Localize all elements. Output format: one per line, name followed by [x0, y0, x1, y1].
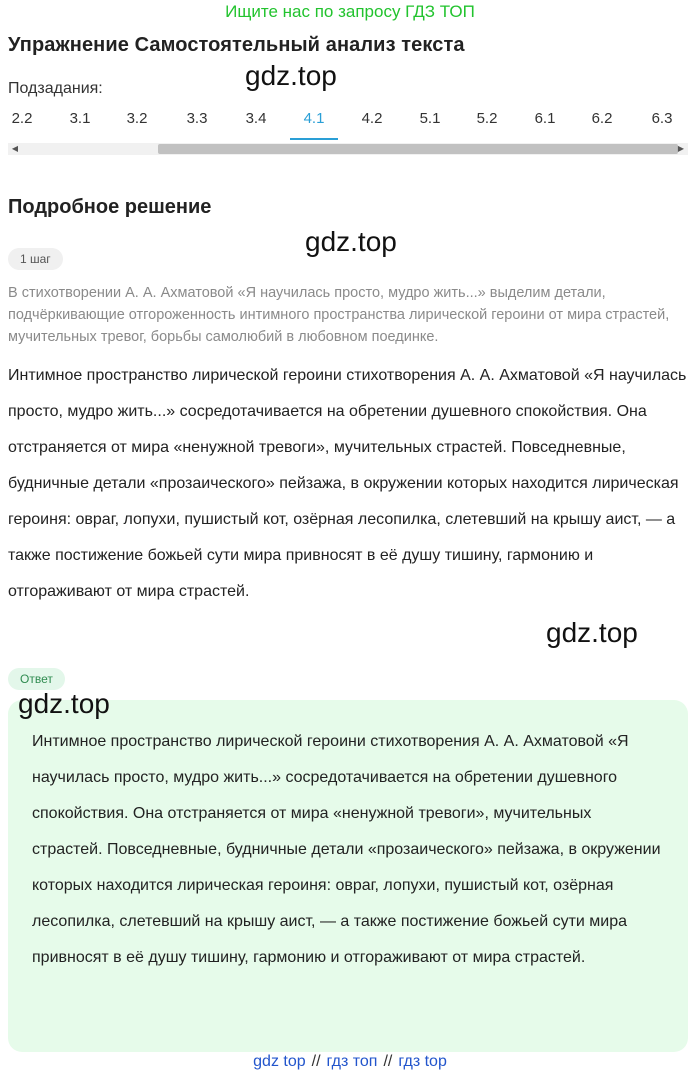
exercise-title: Упражнение Самостоятельный анализ текста	[8, 34, 465, 56]
step-badge: 1 шаг	[8, 248, 63, 270]
tab-2-2[interactable]: 2.2	[11, 110, 33, 127]
subtask-tabs	[0, 110, 700, 142]
scroll-thumb[interactable]	[158, 144, 678, 154]
promo-banner[interactable]: Ищите нас по запросу ГДЗ ТОП	[225, 2, 475, 21]
tab-6-3[interactable]: 6.3	[651, 110, 673, 127]
watermark: gdz.top	[305, 226, 397, 257]
tab-3-1[interactable]: 3.1	[69, 110, 91, 127]
tab-6-2[interactable]: 6.2	[591, 110, 613, 127]
tab-4-1[interactable]: 4.1	[290, 110, 338, 140]
scroll-left-icon[interactable]: ◀	[11, 144, 19, 153]
step-note: В стихотворении А. А. Ахматовой «Я научилась просто, мудро жить...» выделим детали, подчёркивающие отгороженность интимного пространства лирической героини от мира страстей, мучительных тревог, борьбы самолюбий в любовном поединке.	[8, 285, 670, 345]
tab-6-1[interactable]: 6.1	[534, 110, 556, 127]
tab-3-2[interactable]: 3.2	[126, 110, 148, 127]
footer-link-gdz-top-mixed[interactable]: гдз top	[398, 1053, 447, 1070]
tab-4-2[interactable]: 4.2	[361, 110, 383, 127]
subtasks-label: Подзадания:	[8, 80, 103, 97]
watermark: gdz.top	[18, 688, 110, 719]
watermark: gdz.top	[245, 60, 337, 91]
watermark: gdz.top	[546, 617, 638, 648]
footer-link-gdz-top-ru[interactable]: гдз топ	[326, 1053, 378, 1070]
footer-link-gdz-top[interactable]: gdz top	[253, 1053, 306, 1070]
footer-separator: //	[383, 1053, 393, 1070]
solution-text: Интимное пространство лирической героини стихотворения А. А. Ахматовой «Я научилась просто, мудро жить...» сосредотачивается на обретении душевного спокойствия. Она отстраняется от мира «ненужной тревоги», мучительных страстей. Повседневные, будничные детали «прозаического» пейзажа, в окружении которых находится лирическая героиня: овраг, лопухи, пушистый кот, озёрная лесопилка, слетевший на крышу аист, — а также постижение божьей сути мира привносят в её душу тишину, гармонию и отгораживают от мира страстей.	[8, 367, 687, 600]
tabs-scrollbar[interactable]	[8, 143, 688, 155]
tab-3-4[interactable]: 3.4	[245, 110, 267, 127]
footer-links	[0, 1053, 700, 1071]
scroll-right-icon[interactable]: ▶	[677, 144, 685, 153]
answer-badge: Ответ	[8, 668, 65, 690]
tab-3-3[interactable]: 3.3	[186, 110, 208, 127]
tab-5-1[interactable]: 5.1	[419, 110, 441, 127]
footer-separator: //	[311, 1053, 321, 1070]
answer-text: Интимное пространство лирической героини стихотворения А. А. Ахматовой «Я научилась просто, мудро жить...» сосредотачивается на обретении душевного спокойствия. Она отстраняется от мира «ненужной тревоги», мучительных страстей. Повседневные, будничные детали «прозаического» пейзажа, в окружении которых находится лирическая героиня: овраг, лопухи, пушистый кот, озёрная лесопилка, слетевший на крышу аист, — а также постижение божьей сути мира привносят в её душу тишину, гармонию и отгораживают от мира страстей.	[32, 733, 661, 966]
solution-title: Подробное решение	[8, 196, 212, 218]
tab-5-2[interactable]: 5.2	[476, 110, 498, 127]
